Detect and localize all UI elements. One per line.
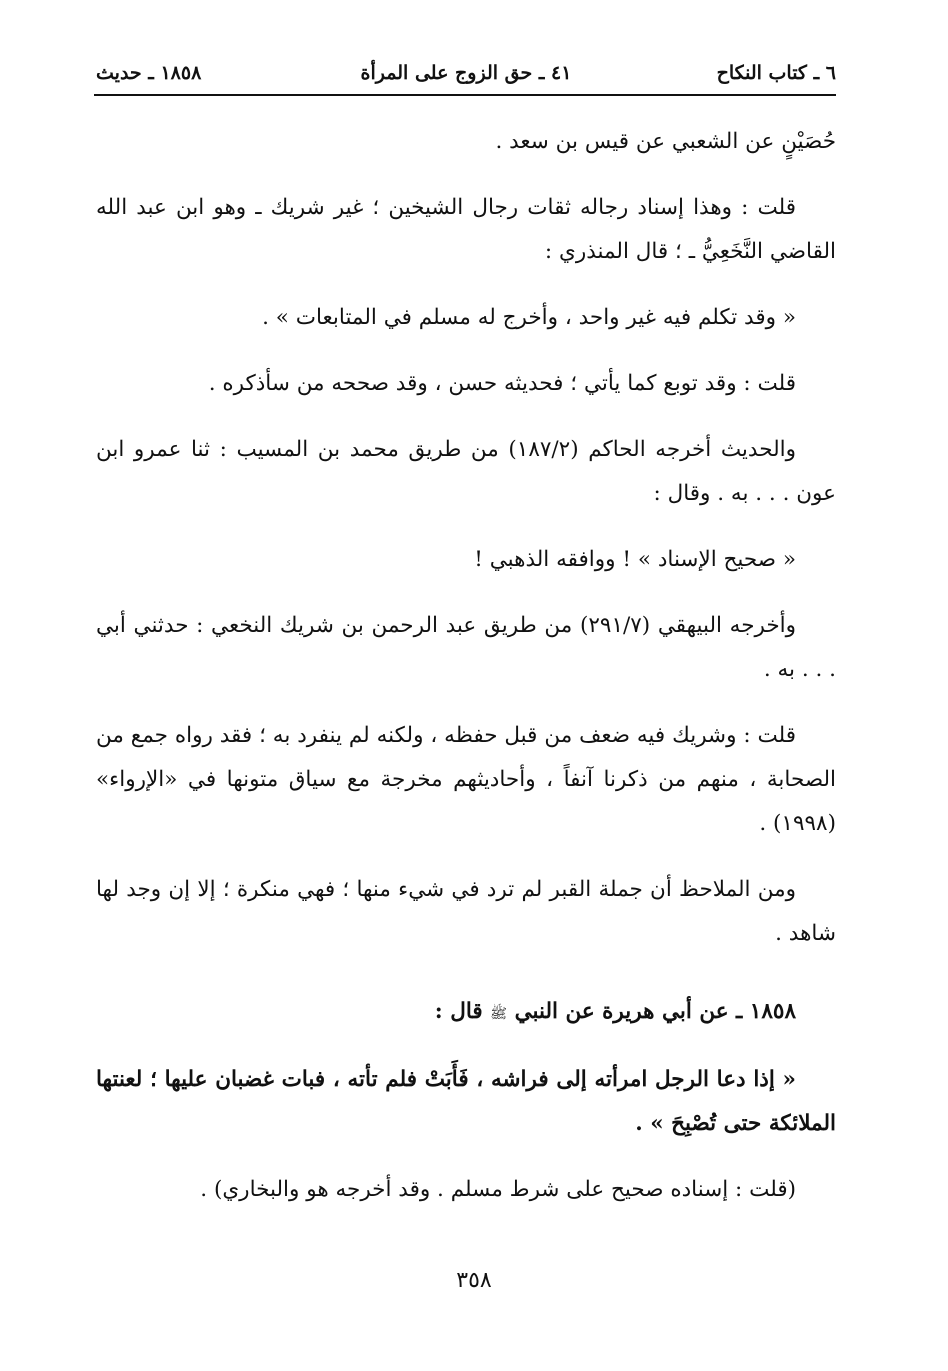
hadith-grading-note: (قلت : إسناده صحيح على شرط مسلم . وقد أخرجه هو والبخاري) . [200, 1177, 796, 1202]
paragraph-isnad-grading: قلت : وهذا إسناد رجاله ثقات رجال الشيخين ؛ غير شريك ـ وهو ابن عبد الله القاضي النَّخَعِيُّ ـ ؛ قال المنذري : [96, 195, 836, 264]
paragraph-corroboration: قلت : وقد توبع كما يأتي ؛ فحديثه حسن ، وقد صححه من سأذكره . [208, 371, 796, 396]
paragraph-hakim-takhrij: والحديث أخرجه الحاكم (١٨٧/٢) من طريق محمد بن المسيب : ثنا عمرو ابن عون . . . به . وقال : [96, 437, 836, 506]
hadith-text: « إذا دعا الرجل امرأته إلى فراشه ، فَأَبَتْ فلم تأته ، فبات غضبان عليها ؛ لعنتها الملائكة حتى تُصْبِحَ » . [96, 1067, 836, 1136]
paragraph-mundhiri-quote: « وقد تكلم فيه غير واحد ، وأخرج له مسلم في المتابعات » . [262, 305, 796, 330]
header-book-title: ٦ ـ كتاب النكاح [716, 62, 836, 84]
hadith-heading-qala: قال : [434, 999, 483, 1024]
header-hadith-number: ١٨٥٨ ـ حديث [96, 62, 202, 84]
paragraph-grave-note: ومن الملاحظ أن جملة القبر لم ترد في شيء منها ؛ فهي منكرة ؛ إلا إن وجد لها شاهد . [96, 877, 836, 946]
header-divider [94, 94, 836, 96]
paragraph-sharik-note: قلت : وشريك فيه ضعف من قبل حفظه ، ولكنه لم ينفرد به ؛ فقد رواه جمع من الصحابة ، منهم من ذكرنا آنفاً ، وأحاديثهم مخرجة مع سياق متونها في «الإرواء» (١٩٩٨) . [96, 723, 836, 836]
hadith-heading-text: ١٨٥٨ ـ عن أبي هريرة عن النبي [514, 999, 796, 1024]
header-chapter-title: ٤١ ـ حق الزوج على المرأة [360, 62, 572, 84]
page-number: ٣٥٨ [456, 1268, 492, 1293]
hadith-heading [96, 990, 836, 1036]
paragraph-bayhaqi-takhrij: وأخرجه البيهقي (٢٩١/٧) من طريق عبد الرحمن بن شريك النخعي : حدثني أبي . . . به . [96, 613, 836, 682]
salla-symbol: ﷺ [490, 1006, 508, 1022]
page-body [96, 120, 836, 1234]
paragraph-isnad-end: حُصَيْنٍ عن الشعبي عن قيس بن سعد . [495, 129, 836, 154]
paragraph-hakim-verdict: « صحيح الإسناد » ! ووافقه الذهبي ! [474, 547, 796, 572]
running-header [96, 58, 836, 92]
